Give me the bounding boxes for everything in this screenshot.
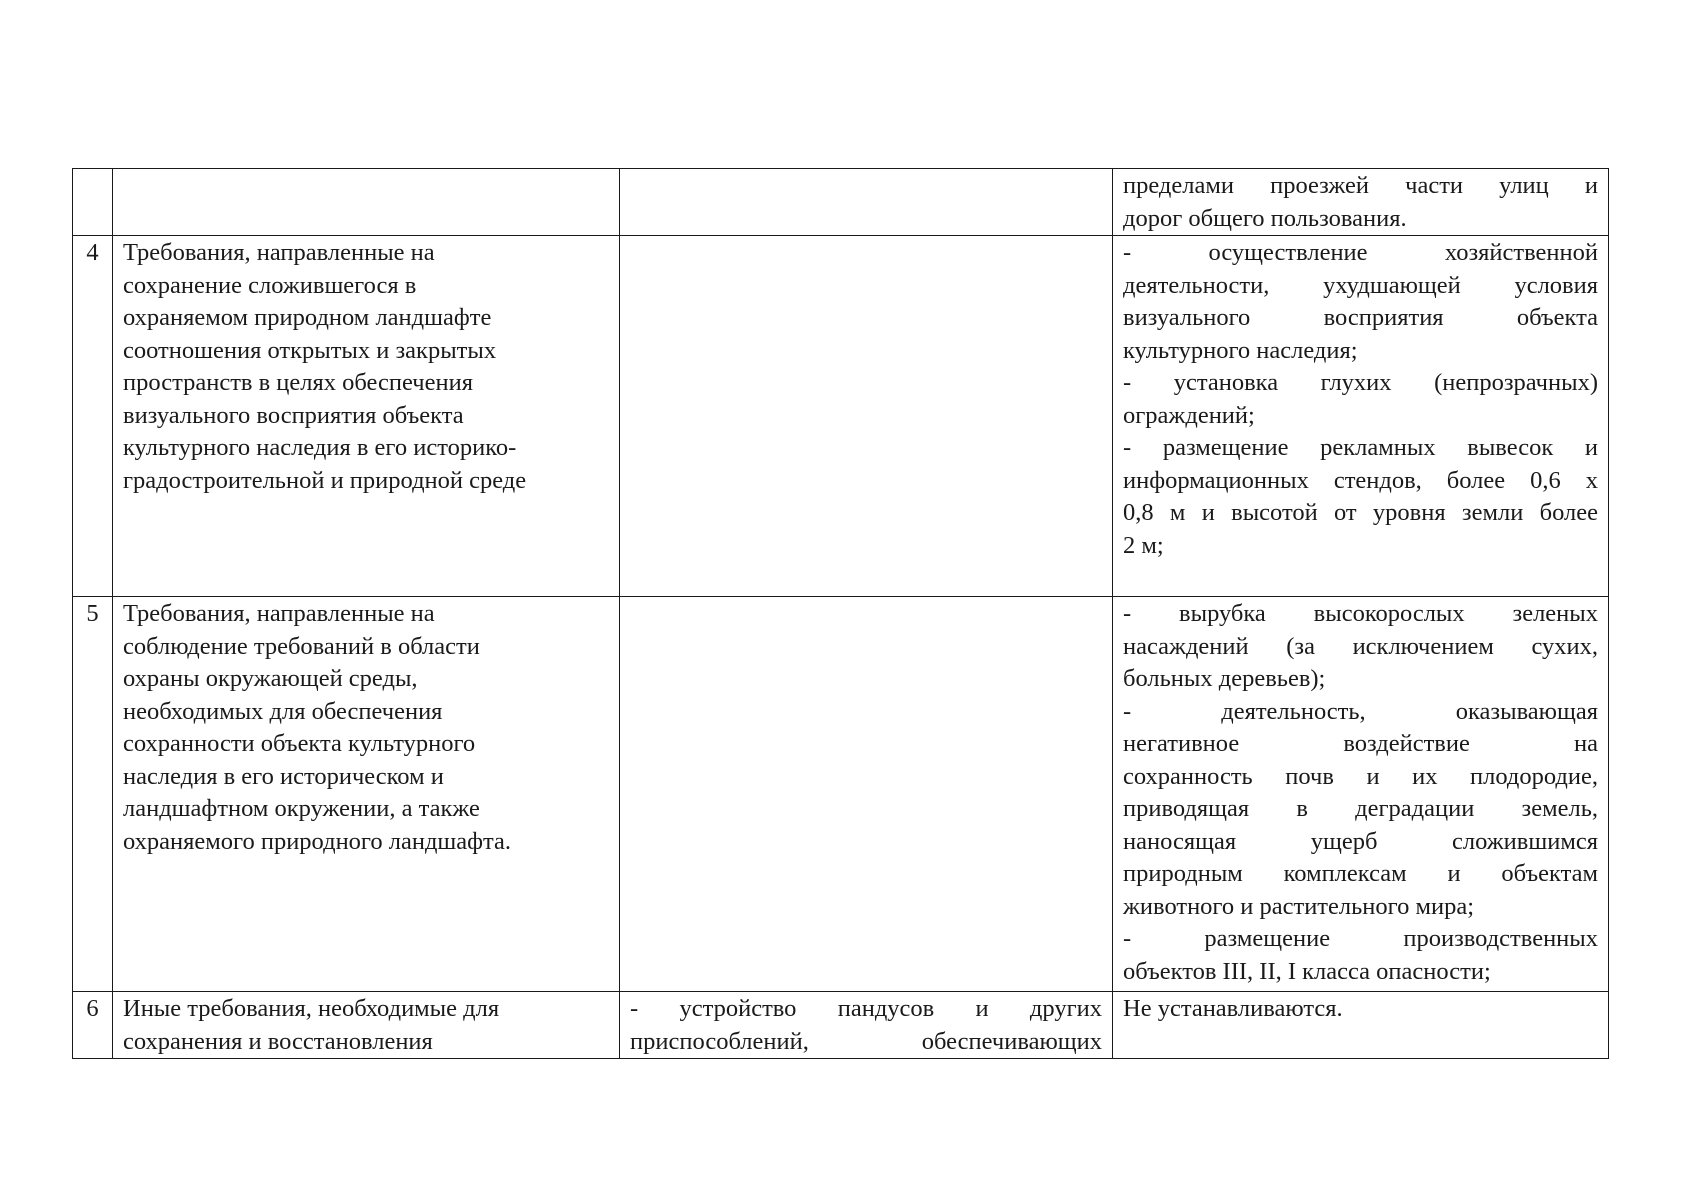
row-number-cell (73, 992, 113, 1059)
prohibited-cell (1113, 169, 1609, 236)
text-line: 0,8 м и высотой от уровня земли более (1123, 499, 1598, 526)
text-line: Требования, направленные на (123, 239, 435, 266)
text-line: деятельности, ухудшающей условия (1123, 271, 1598, 299)
text-line: - деятельность, оказывающая (1123, 697, 1598, 725)
text-line: сохранения и восстановления (123, 1027, 433, 1055)
text-line: информационных стендов, более 0,6 х (1123, 466, 1598, 494)
text-line: культурного наследия; (1123, 336, 1358, 364)
text-line: больных деревьев); (1123, 665, 1326, 692)
text-line: пространств в целях обеспечения (123, 369, 473, 396)
text-line: дорог общего пользования. (1123, 204, 1407, 232)
text-line: пределами проезжей части улиц и (1123, 172, 1598, 199)
text-line: сохранение сложившегося в (123, 271, 417, 299)
text-line: необходимых для обеспечения (123, 697, 443, 725)
text-line: Иные требования, необходимые для (123, 995, 500, 1022)
text-line: 2 м; (1123, 531, 1164, 559)
text-line: визуального восприятия объекта (123, 401, 464, 429)
text-line: наносящая ущерб сложившимся (1123, 827, 1598, 855)
text-line: охраны окружающей среды, (123, 665, 418, 692)
text-line: сохранности объекта культурного (123, 730, 476, 757)
prohibited-cell (1113, 992, 1609, 1059)
text-line: соблюдение требований в области (123, 632, 480, 660)
text-line: градостроительной и природной среде (123, 466, 527, 494)
text-line: сохранность почв и их плодородие, (1123, 762, 1598, 790)
text-line: - устройство пандусов и других (630, 995, 1102, 1022)
text-line: объектов III, II, I класса опасности; (1123, 957, 1491, 985)
table-row (73, 169, 1609, 236)
text-line: ограждений; (1123, 401, 1255, 429)
prohibited-cell (1113, 597, 1609, 992)
text-line: природным комплексам и объектам (1123, 860, 1598, 887)
allowed-cell (620, 992, 1113, 1059)
allowed-cell (620, 236, 1113, 597)
table-row (73, 597, 1609, 992)
text-line: - размещение производственных (1123, 925, 1598, 952)
row-number-cell (73, 169, 113, 236)
text-line: негативное воздействие на (1123, 730, 1598, 757)
text-line: приводящая в деградации земель, (1123, 795, 1598, 822)
text-line: животного и растительного мира; (1123, 892, 1475, 920)
text-line: - установка глухих (непрозрачных) (1123, 369, 1598, 396)
row-number-cell (73, 236, 113, 597)
text-line: Не устанавливаются. (1123, 995, 1343, 1022)
text-line: - осуществление хозяйственной (1123, 239, 1598, 266)
requirement-cell (113, 236, 620, 597)
requirement-cell (113, 597, 620, 992)
allowed-cell (620, 169, 1113, 236)
prohibited-cell (1113, 236, 1609, 597)
requirement-cell (113, 169, 620, 236)
text-line: охраняемого природного ландшафта. (123, 827, 512, 855)
text-line: - размещение рекламных вывесок и (1123, 434, 1598, 461)
requirements-table (72, 168, 1609, 1059)
row-number: 6 (86, 995, 99, 1022)
text-line: ландшафтном окружении, а также (123, 795, 480, 822)
table-row (73, 992, 1609, 1059)
text-line: культурного наследия в его историко- (123, 434, 517, 461)
text-line: насаждений (за исключением сухих, (1123, 632, 1598, 660)
text-line: визуального восприятия объекта (1123, 304, 1598, 331)
text-line: приспособлений, обеспечивающих (630, 1027, 1102, 1055)
text-line: - вырубка высокорослых зеленых (1123, 600, 1598, 627)
text-line: наследия в его историческом и (123, 762, 444, 790)
row-number: 4 (86, 239, 99, 266)
row-number: 5 (86, 600, 99, 627)
table-row (73, 236, 1609, 597)
row-number-cell (73, 597, 113, 992)
text-line: соотношения открытых и закрытых (123, 336, 497, 364)
text-line: Требования, направленные на (123, 600, 435, 627)
text-line: охраняемом природном ландшафте (123, 304, 492, 331)
allowed-cell (620, 597, 1113, 992)
requirement-cell (113, 992, 620, 1059)
